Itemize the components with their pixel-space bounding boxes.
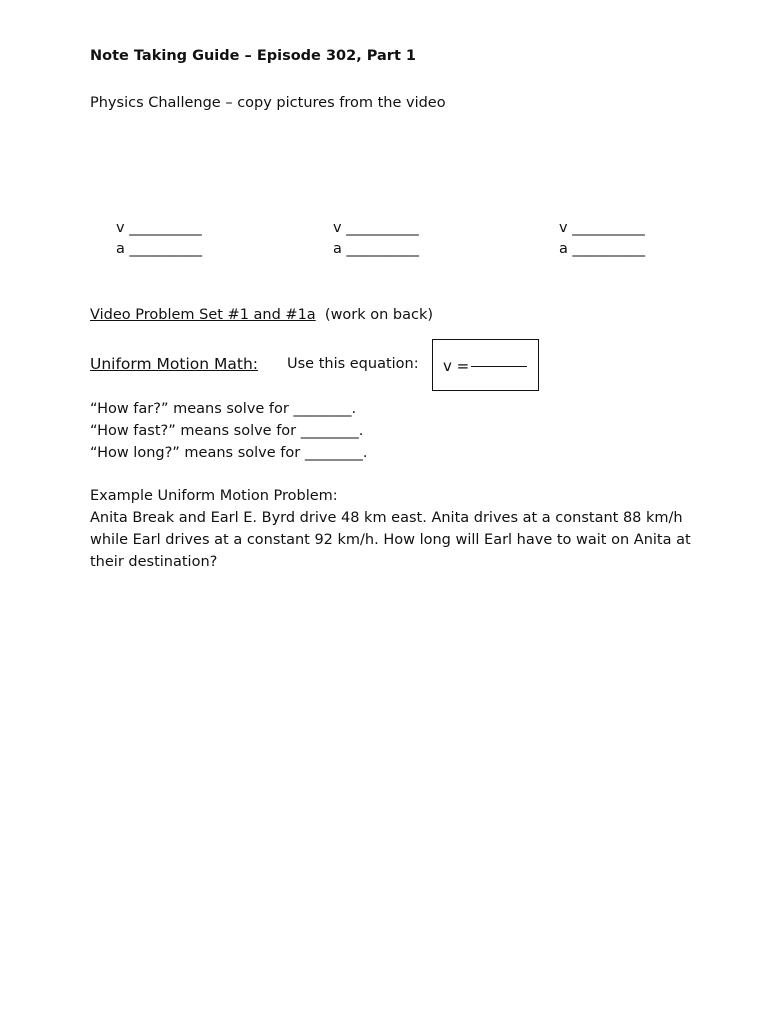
blank-group-2 [333,218,419,260]
how-far-line: “How far?” means solve for ________. [90,401,357,417]
problem-set-note: (work on back) [324,307,434,323]
how-long-line: “How long?” means solve for ________. [90,445,368,461]
blank-group-3 [559,218,645,260]
fraction-bar [471,366,527,367]
acceleration-blank: a __________ [333,241,419,257]
acceleration-blank: a __________ [116,241,202,257]
velocity-blank: v __________ [116,220,202,236]
means-list [90,398,367,464]
video-problem-set [90,307,433,323]
how-fast-line: “How fast?” means solve for ________. [90,423,364,439]
equation-box [432,339,539,391]
velocity-blank: v __________ [333,220,419,236]
example-line: Anita Break and Earl E. Byrd drive 48 km east. Anita drives at a constant 88 km/h [90,510,683,526]
velocity-blank: v __________ [559,220,645,236]
physics-challenge-instruction: Physics Challenge – copy pictures from the video [90,95,446,111]
acceleration-blank: a __________ [559,241,645,257]
example-line: their destination? [90,554,218,570]
equation-instruction: Use this equation: [287,356,419,372]
problem-set-label: Video Problem Set #1 and #1a [90,307,316,323]
example-line: while Earl drives at a constant 92 km/h. How long will Earl have to wait on Anita at [90,532,691,548]
uniform-motion-heading: Uniform Motion Math: [90,355,259,373]
example-heading: Example Uniform Motion Problem: [90,488,338,504]
blank-group-1 [116,218,202,260]
example-problem [90,485,690,573]
page-title: Note Taking Guide – Episode 302, Part 1 [90,48,417,64]
equation-label: v = [443,357,470,375]
